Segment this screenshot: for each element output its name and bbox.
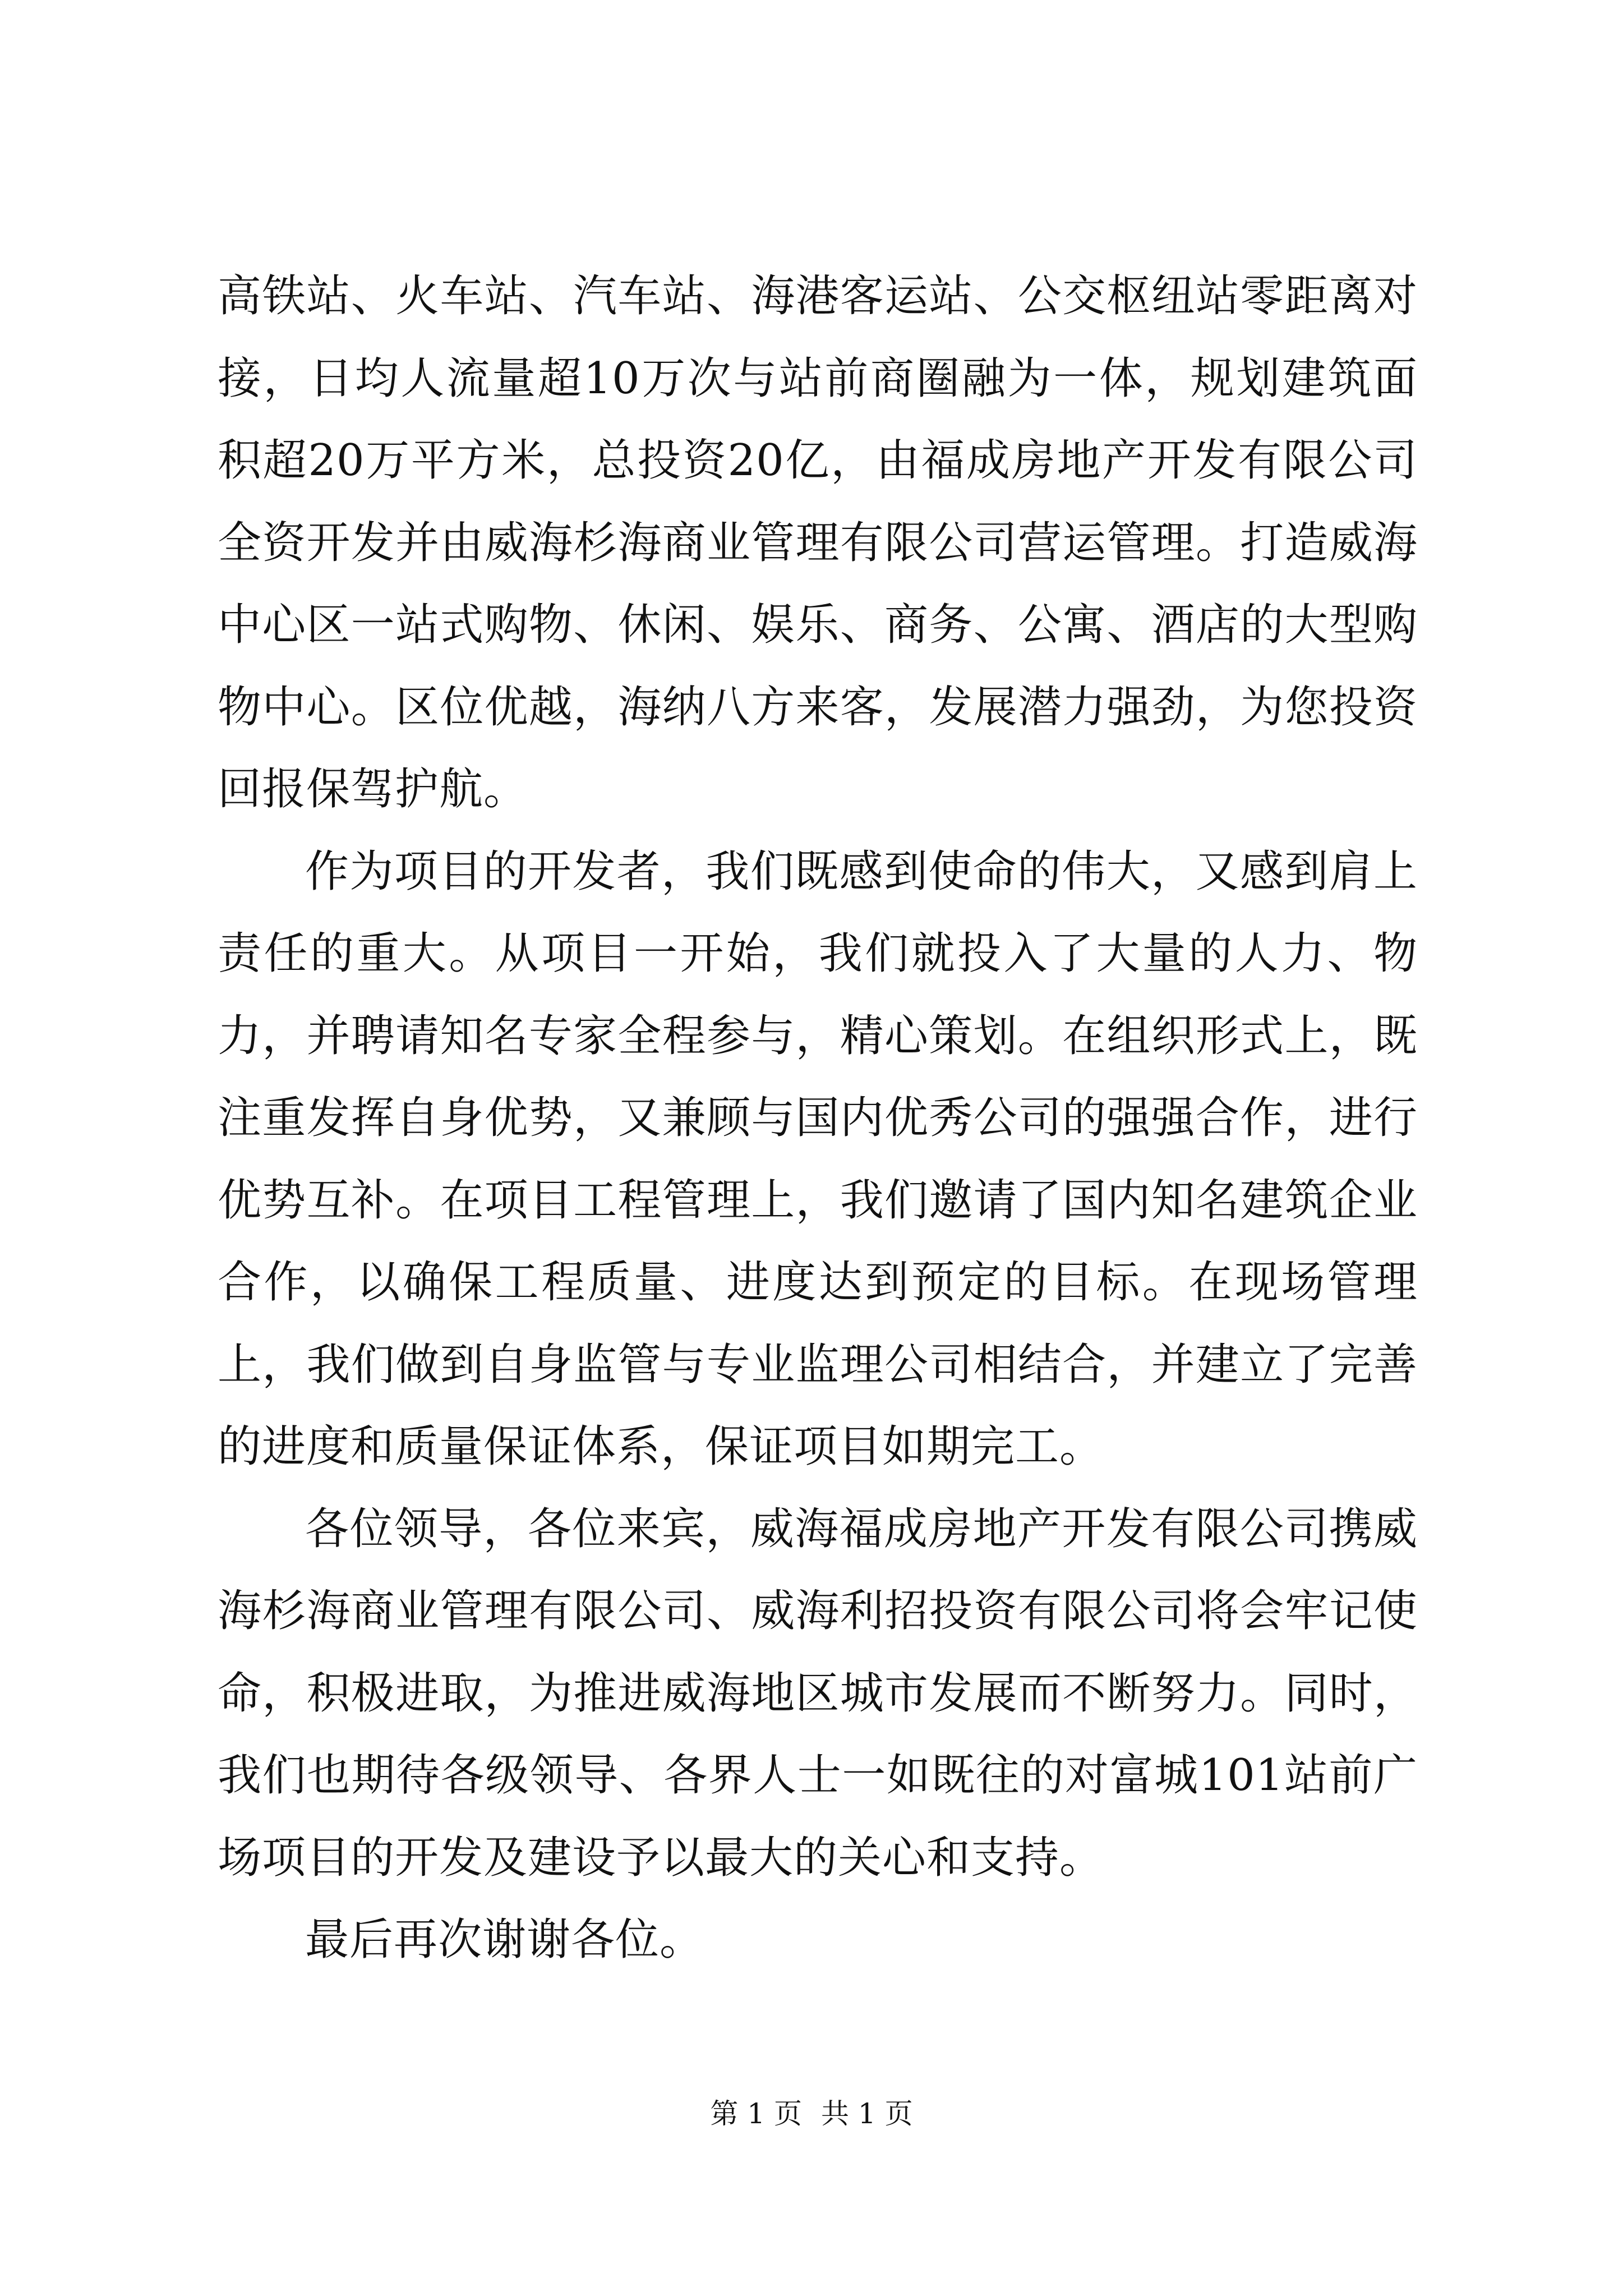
page-total: 共 1 页 <box>821 2097 913 2130</box>
document-body <box>218 255 1418 1981</box>
page-number: 第 1 页 <box>710 2097 802 2130</box>
paragraph-4: 最后再次谢谢各位。 <box>305 1915 704 1965</box>
page-footer <box>0 2097 1623 2131</box>
paragraph-2: 作为项目的开发者，我们既感到使命的伟大，又感到肩上责任的重大。从项目一开始，我们就投入了大量的人力、物力，并聘请知名专家全程参与，精心策划。在组织形式上，既注重发挥自身优势，又兼顾与国内优秀公司的强强合作，进行优势互补。在项目工程管理上，我们邀请了国内知名建筑企业合作，以确保工程质量、进度达到预定的目标。在现场管理上，我们做到自身监管与专业监理公司相结合，并建立了完善的进度和质量保证体系，保证项目如期完工。 <box>218 846 1418 1472</box>
paragraph-1: 高铁站、火车站、汽车站、海港客运站、公交枢纽站零距离对接，日均人流量超10万次与站前商圈融为一体，规划建筑面积超20万平方米，总投资20亿，由福成房地产开发有限公司全资开发并由威海杉海商业管理有限公司营运管理。打造威海中心区一站式购物、休闲、娱乐、商务、公寓、酒店的大型购物中心。区位优越，海纳八方来客，发展潜力强劲，为您投资回报保驾护航。 <box>218 271 1418 815</box>
paragraph-3: 各位领导，各位来宾，威海福成房地产开发有限公司携威海杉海商业管理有限公司、威海利招投资有限公司将会牢记使命，积极进取，为推进威海地区城市发展而不断努力。同时，我们也期待各级领导、各界人士一如既往的对富城101站前广场项目的开发及建设予以最大的关心和支持。 <box>218 1503 1418 1883</box>
